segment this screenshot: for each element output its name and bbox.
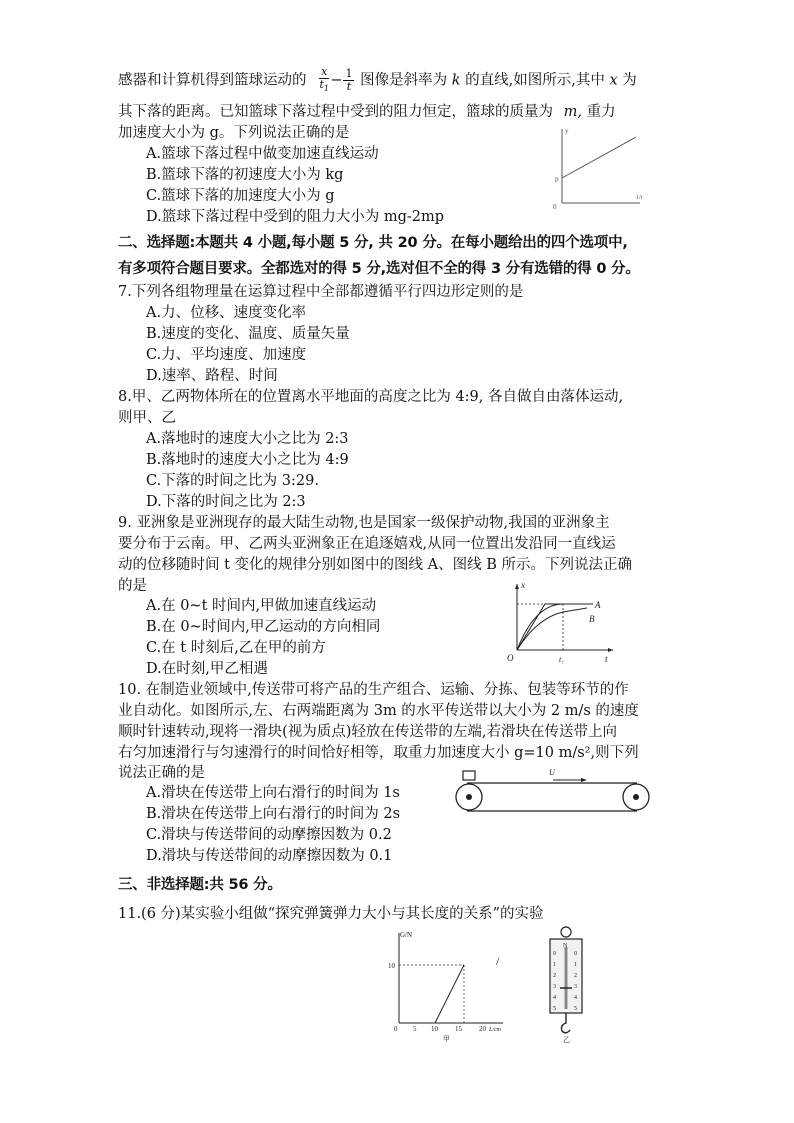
q11-scale-hook — [562, 1013, 571, 1033]
q11-scale-right-2: 2 — [574, 973, 577, 979]
q9-t1-label: t₁ — [559, 655, 565, 664]
q9-t-label: t — [605, 654, 608, 664]
q10-right-axle — [633, 794, 639, 800]
q10-stem-line3: 顺时针速转动,现将一滑块(视为质点)轻放在传送带的左端,若滑块在传送带上向 — [118, 724, 618, 740]
q6-p-label: p — [555, 175, 559, 183]
section2-line2: 有多项符合题目要求。全都选对的得 5 分,选对但不全的得 3 分有选错的得 0 分。 — [118, 261, 640, 277]
q11-graph — [385, 925, 515, 1043]
q6-origin-label: 0 — [553, 203, 557, 211]
q6-option-c: C.篮球下落的加速度大小为 g — [146, 188, 335, 204]
section2-line1: 二、选择题:本题共 4 小题,每小题 5 分, 共 20 分。在每小题给出的四个选项中, — [118, 235, 628, 251]
q6-graph — [540, 123, 650, 213]
q11-scale-right-3: 3 — [574, 984, 577, 990]
q7-option-c: C.力、平均速度、加速度 — [146, 347, 307, 363]
q6-line1: 感器和计算机得到篮球运动的 $\frac{x}{t_1}$ − $\frac{1}{t}$ 图像是斜率为 k 的直线,如图所示,其中 x 为 — [118, 65, 637, 94]
q9-a-label: A — [595, 600, 601, 610]
q11-scale-right-5: 5 — [574, 1006, 577, 1012]
q9-origin-label: O — [507, 653, 514, 663]
q6-y-label: y — [565, 127, 569, 135]
q8-option-c: C.下落的时间之比为 3:29. — [146, 473, 319, 489]
q9-line-a-segment — [517, 604, 563, 650]
q10-option-c: C.滑块与传送带间的动摩擦因数为 0.2 — [146, 827, 392, 843]
q10-velocity-arrowhead — [581, 778, 587, 782]
q10-stem-line2: 业自动化。如图所示,左、右两端距离为 3m 的水平传送带以大小为 2 m/s 的速度 — [118, 703, 639, 719]
q10-option-b: B.滑块在传送带上向右滑行的时间为 2s — [146, 806, 401, 822]
q9-stem-line4: 的是 — [118, 578, 147, 594]
q11-x-tick-5: 5 — [413, 1025, 417, 1033]
q9-option-a: A.在 0~t 时间内,甲做加速直线运动 — [146, 598, 377, 614]
q11-scale-left-0: 0 — [553, 951, 556, 957]
q10-stem-line4: 右匀加速滑行与匀速滑行的时间恰好相等，取重力加速度大小 g=10 m/s²,则下列 — [118, 745, 639, 761]
q11-y-label: G/N — [400, 931, 413, 939]
q11-scale-left-1: 1 — [553, 962, 556, 968]
q8-option-d: D.下落的时间之比为 2:3 — [146, 494, 306, 510]
q11-x-tick-20: 20 — [479, 1025, 486, 1033]
q11-origin: 0 — [394, 1025, 398, 1033]
q8-stem-line1: 8.甲、乙两物体所在的位置离水平地面的高度之比为 4:9, 各自做自由落体运动, — [118, 389, 624, 405]
q8-option-a: A.落地时的速度大小之比为 2:3 — [146, 431, 349, 447]
q11-scale-left-2: 2 — [553, 973, 556, 979]
q10-left-axle — [466, 794, 472, 800]
q11-scale-left-4: 4 — [553, 995, 556, 1001]
q10-stem-line5: 说法正确的是 — [118, 765, 205, 781]
q7-stem: 7.下列各组物理量在运算过程中全部都遵循平行四边形定则的是 — [118, 284, 524, 300]
q11-x-tick-15: 15 — [455, 1025, 462, 1033]
q10-conveyor-figure — [455, 765, 655, 820]
svg-text:/: / — [496, 954, 500, 968]
q10-slider-block — [463, 771, 475, 780]
q11-caption-left: 甲 — [443, 1035, 450, 1043]
q6-line2: 其下落的距离。已知篮球下落过程中受到的阻力恒定，篮球的质量为 m, 重力 — [118, 104, 616, 120]
q9-graph — [505, 578, 625, 666]
q11-spring-scale — [540, 925, 592, 1043]
q11-scale-right-0: 0 — [574, 951, 577, 957]
q9-option-d: D.在时刻,甲乙相遇 — [146, 661, 268, 677]
q11-scale-right-4: 4 — [574, 995, 577, 1001]
q11-scale-right-1: 1 — [574, 962, 577, 968]
fraction-x-over-t: $\frac{x}{t_1}$ — [319, 65, 329, 94]
q9-x-arrow — [515, 584, 519, 589]
q11-scale-left-3: 3 — [553, 984, 556, 990]
q10-option-a: A.滑块在传送带上向右滑行的时间为 1s — [146, 785, 400, 801]
q7-option-d: D.速率、路程、时间 — [146, 368, 278, 384]
q10-stem-line1: 10. 在制造业领域中,传送带可将产品的生产组合、运输、分拣、包装等环节的作 — [118, 682, 629, 698]
q9-stem-line1: 9. 亚洲象是亚洲现存的最大陆生动物,也是国家一级保护动物,我国的亚洲象主 — [118, 515, 610, 531]
q6-option-a: A.篮球下落过程中做变加速直线运动 — [146, 146, 379, 162]
q11-scale-left-5: 5 — [553, 1006, 556, 1012]
q11-scale-n: N — [563, 943, 568, 949]
q11-caption-right: 乙 — [563, 1036, 570, 1043]
q6-x-label: 1/t — [636, 195, 643, 201]
q11-x-label: L/cm — [489, 1027, 501, 1033]
q10-option-d: D.滑块与传送带间的动摩擦因数为 0.1 — [146, 848, 393, 864]
q9-option-c: C.在 t 时刻后,乙在甲的前方 — [146, 640, 326, 656]
q6-line3: 加速度大小为 g。下列说法正确的是 — [118, 125, 350, 141]
q11-stem: 11.(6 分)某实验小组做“探究弹簧弹力大小与其长度的关系”的实验 — [118, 906, 544, 922]
q6-line — [562, 137, 636, 178]
q9-stem-line3: 动的位移随时间 t 变化的规律分别如图中的图线 A、图线 B 所示。下列说法正确 — [118, 557, 632, 573]
q10-u-label: U — [549, 768, 555, 777]
q11-scale-ring — [561, 927, 571, 937]
q9-b-label: B — [589, 614, 595, 624]
q11-x-tick-10: 10 — [431, 1025, 438, 1033]
section3-title: 三、非选择题:共 56 分。 — [118, 877, 282, 893]
q9-option-b: B.在 0~时间内,甲乙运动的方向相同 — [146, 619, 381, 635]
q7-option-a: A.力、位移、速度变化率 — [146, 305, 307, 321]
q8-option-b: B.落地时的速度大小之比为 4:9 — [146, 452, 349, 468]
q6-option-b: B.篮球下落的初速度大小为 kg — [146, 167, 344, 183]
q7-option-b: B.速度的变化、温度、质量矢量 — [146, 326, 350, 342]
q9-stem-line2: 要分布于云南。甲、乙两头亚洲象正在追逐嬉戏,从同一位置出发沿同一直线运 — [118, 536, 616, 552]
fraction-one-over-t: $\frac{1}{t}$ — [345, 67, 353, 94]
q9-curve-a — [517, 604, 593, 650]
q9-y-label: x — [521, 580, 525, 590]
q6-text: 感器和计算机得到篮球运动的 — [118, 72, 307, 89]
q11-y-tick: 10 — [388, 962, 395, 970]
q6-option-d: D.篮球下落过程中受到的阻力大小为 mg-2mp — [146, 209, 445, 225]
q9-t-arrow — [608, 648, 613, 652]
q8-stem-line2: 则甲、乙 — [118, 410, 176, 426]
